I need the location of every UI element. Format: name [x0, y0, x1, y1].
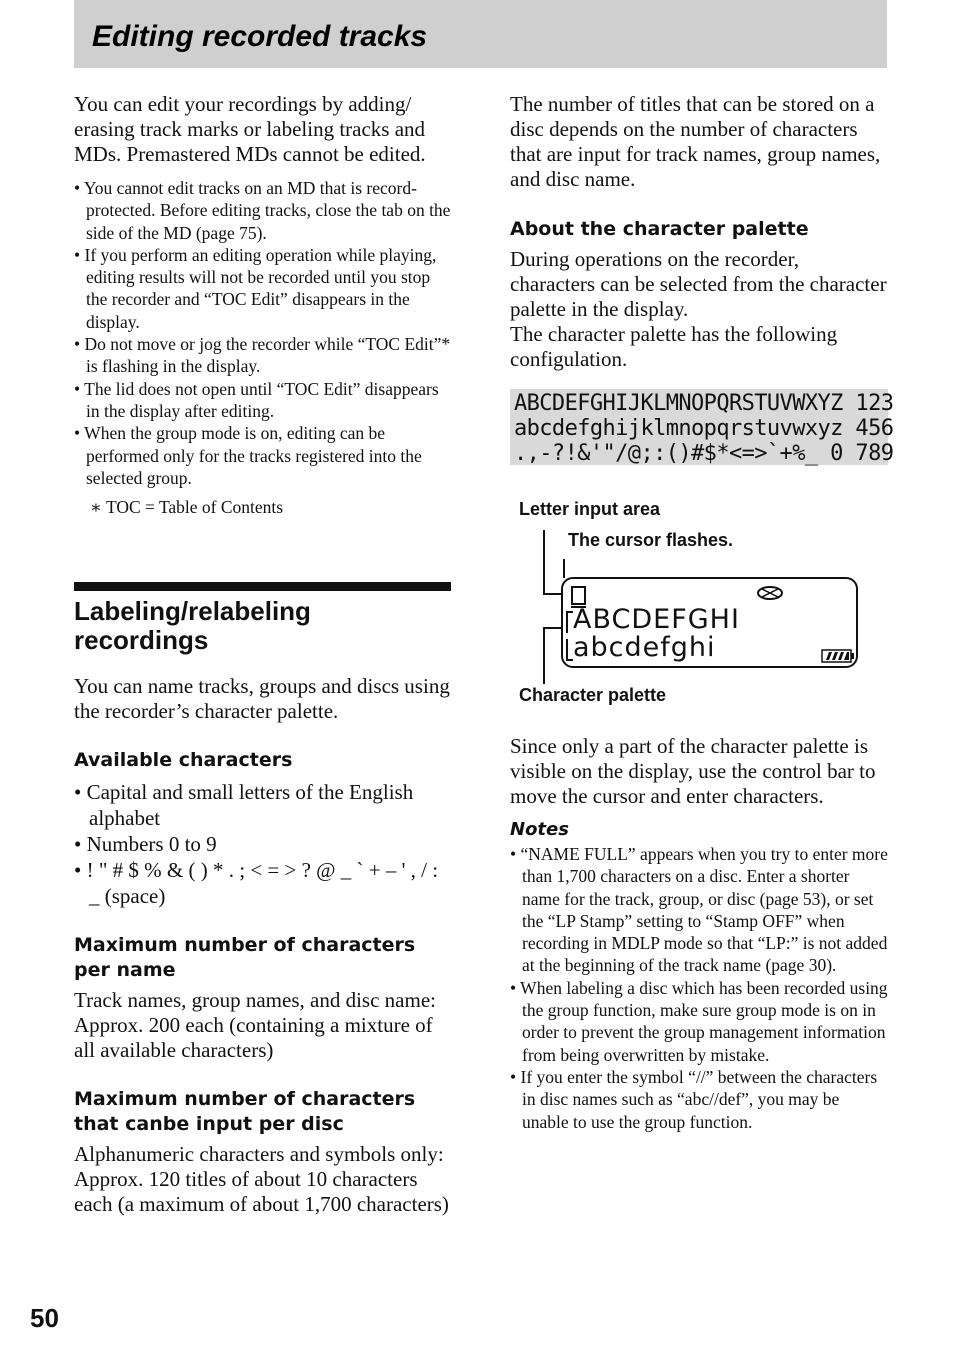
labeling-intro: You can name tracks, groups and discs using the recorder’s character palette.	[74, 674, 450, 724]
lcd-uppercase-row: ABCDEFGHI	[573, 604, 740, 635]
letter-input-area-label: Letter input area	[519, 499, 661, 519]
page-number: 50	[30, 1303, 59, 1333]
lcd-display	[561, 577, 858, 668]
notes-list	[510, 843, 888, 1133]
section-title-labeling: Labeling/relabeling recordings	[74, 596, 311, 656]
palette-bracket-top	[566, 611, 573, 633]
visible-part-text: Since only a part of the character palette is visible on the display, use the control bar to move the cursor and enter characters.	[510, 734, 876, 808]
notes-heading: Notes	[510, 819, 569, 840]
list-item: • When the group mode is on, editing can be performed only for the tracks registered into the selected group.	[74, 423, 422, 488]
toc-footnote: ∗ TOC = Table of Contents	[90, 497, 284, 518]
cursor-block	[571, 586, 586, 605]
list-item: • You cannot edit tracks on an MD that is record-protected. Before editing tracks, close the tab on the side of the MD (page 75).	[74, 178, 451, 243]
list-item: • Do not move or jog the recorder while “TOC Edit”* is flashing in the display.	[74, 334, 451, 377]
palette-text-1: During operations on the recorder, characters can be selected from the character palette in the display.	[510, 247, 887, 321]
list-item: • When labeling a disc which has been recorded using the group function, make sure group mode is on in order to prevent the group management information from being overwritten by mistake.	[510, 977, 888, 1065]
titles-text: The number of titles that can be stored on a disc depends on the number of characters that are input for track names, group names, and disc name.	[510, 92, 881, 191]
lcd-lowercase-row: abcdefghi	[573, 632, 716, 663]
character-palette-label: Character palette	[519, 685, 667, 705]
list-item: • ! " # $ % & ( ) * . ; < = > ? @ _ ` + – ' , / : _ (space)	[74, 858, 439, 909]
list-item: • If you enter the symbol “//” between the characters in disc names such as “abc//def”, you may be unable to use the group function.	[510, 1066, 878, 1132]
palette-text-2: The character palette has the following configulation.	[510, 322, 838, 371]
cursor-flashes-label: The cursor flashes.	[568, 530, 734, 550]
right-lower	[510, 734, 888, 1133]
max-name-heading: Maximum number of characters per name	[74, 934, 416, 982]
max-disc-text: Alphanumeric characters and symbols only: Approx. 120 titles of about 10 characters each (a maximum of about 1,700 characters)	[74, 1142, 449, 1217]
list-item: • Capital and small letters of the English alphabet	[74, 780, 414, 831]
header-bar	[74, 0, 887, 68]
disc-icon	[756, 585, 784, 601]
section-divider	[74, 582, 451, 591]
battery-icon	[821, 649, 855, 663]
list-item: • “NAME FULL” appears when you try to enter more than 1,700 characters on a disc. Enter a shorter name for the track, group, or disc (page 53), or set the “LP Stamp” setting to “Stamp OFF” when recording in MDLP mode so that “LP:” is not added at the beginning of the track name (page 30).	[510, 844, 888, 976]
palette-row-lowercase: abcdefghijklmnopqrstuvwxyz 456	[514, 416, 894, 441]
character-palette-table	[510, 389, 894, 466]
list-item: • If you perform an editing operation while playing, editing results will not be recorded until you stop the recorder and “TOC Edit” disappears in the display.	[74, 244, 437, 332]
max-name-text: Track names, group names, and disc name: Approx. 200 each (containing a mixture of all available characters)	[74, 988, 436, 1063]
list-item: • Numbers 0 to 9	[74, 832, 217, 857]
editing-bullets	[74, 177, 452, 489]
right-column	[510, 92, 888, 372]
palette-row-uppercase: ABCDEFGHIJKLMNOPQRSTUVWXYZ 123	[514, 391, 894, 416]
page-title: Editing recorded tracks	[92, 20, 428, 53]
palette-row-symbols: .,-?!&'"/@;:()#$*<=>`+%_ 0 789	[514, 441, 894, 466]
palette-bracket-bottom	[566, 639, 573, 661]
list-item: • The lid does not open until “TOC Edit” disappears in the display after editing.	[74, 378, 439, 421]
max-disc-heading: Maximum number of characters that canbe input per disc	[74, 1088, 416, 1136]
palette-heading: About the character palette	[510, 218, 809, 240]
available-characters-list	[74, 779, 452, 909]
left-column	[74, 92, 452, 1217]
available-characters-heading: Available characters	[74, 749, 293, 772]
editing-intro: You can edit your recordings by adding/ erasing track marks or labeling tracks and MDs. Premastered MDs cannot be edited.	[74, 92, 426, 166]
